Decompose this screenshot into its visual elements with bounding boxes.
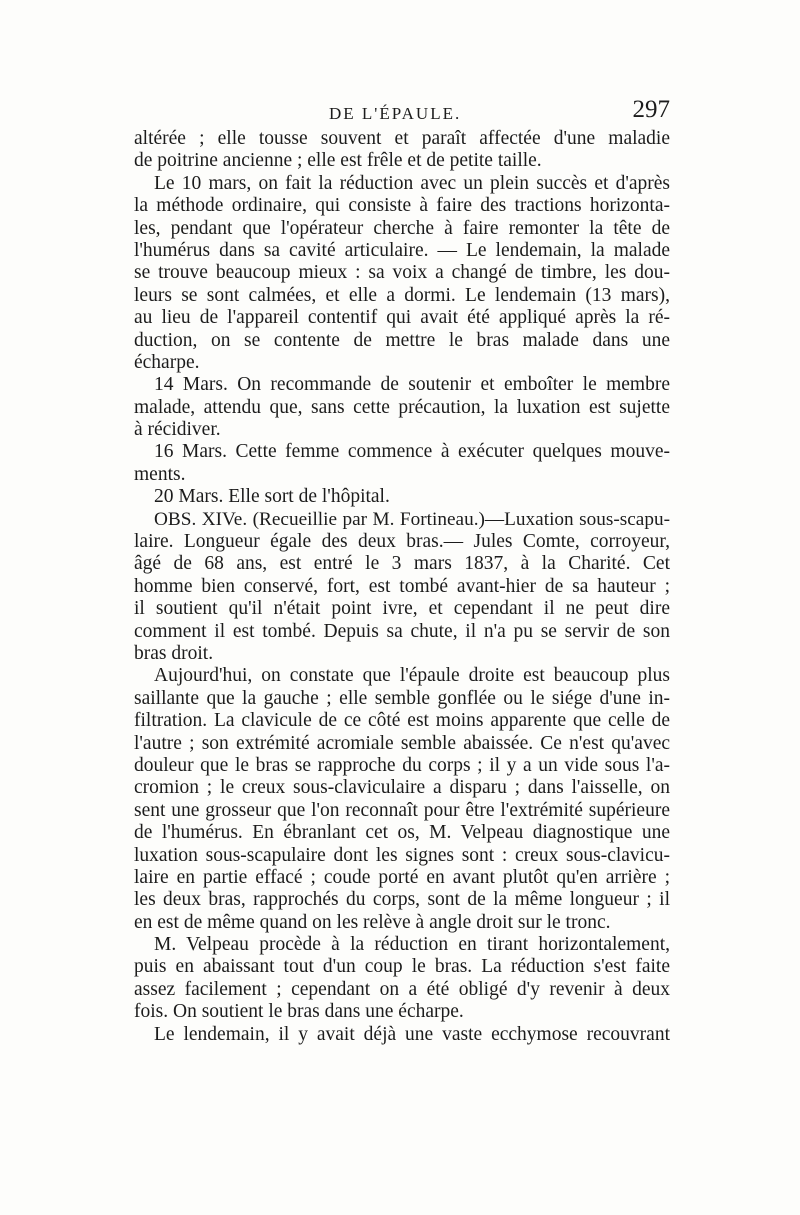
- text-line: luxation sous-scapulaire dont les signes sont : creux sous-clavicu-: [134, 844, 670, 866]
- text-line: âgé de 68 ans, est entré le 3 mars 1837, à la Charité. Cet: [134, 553, 670, 575]
- text-line: les, pendant que l'opérateur cherche à faire remonter la tête de: [134, 217, 670, 239]
- page-number: 297: [632, 96, 670, 123]
- text-line: malade, attendu que, sans cette précaution, la luxation est sujette: [134, 396, 670, 418]
- text-line: il soutient qu'il n'était point ivre, et cependant il ne peut dire: [134, 598, 670, 620]
- text-line: fois. On soutient le bras dans une écharpe.: [134, 1001, 464, 1023]
- text-line: l'humérus dans sa cavité articulaire. — Le lendemain, la malade: [134, 239, 670, 261]
- text-line: OBS. XIVe. (Recueillie par M. Fortineau.)—Luxation sous-scapu-: [154, 508, 670, 530]
- text-line: filtration. La clavicule de ce côté est moins apparente que celle de: [134, 710, 670, 732]
- text-line: au lieu de l'appareil contentif qui avait été appliqué après la ré-: [134, 307, 670, 329]
- text-line: l'autre ; son extrémité acromiale semble abaissée. Ce n'est qu'avec: [134, 732, 670, 754]
- text-line: Aujourd'hui, on constate que l'épaule droite est beaucoup plus: [154, 665, 670, 687]
- text-line: écharpe.: [134, 351, 200, 373]
- text-line: ments.: [134, 463, 186, 485]
- text-line: laire. Longueur égale des deux bras.— Jules Comte, corroyeur,: [134, 531, 670, 553]
- text-line: laire en partie effacé ; coude porté en avant plutôt qu'en arrière ;: [134, 866, 670, 888]
- text-line: Le lendemain, il y avait déjà une vaste ecchymose recouvrant: [154, 1023, 670, 1045]
- running-head: DE L'ÉPAULE.: [329, 104, 462, 123]
- text-line: bras droit.: [134, 642, 214, 664]
- text-line: la méthode ordinaire, qui consiste à faire des tractions horizonta-: [134, 195, 670, 217]
- text-line: douleur que le bras se rapproche du corps ; il y a un vide sous l'a-: [134, 754, 670, 776]
- page-header: [134, 96, 670, 130]
- text-line: à récidiver.: [134, 419, 221, 441]
- text-line: comment il est tombé. Depuis sa chute, il n'a pu se servir de son: [134, 620, 670, 642]
- text-line: homme bien conservé, fort, est tombé avant-hier de sa hauteur ;: [134, 575, 670, 597]
- text-line: M. Velpeau procède à la réduction en tirant horizontalement,: [154, 934, 670, 956]
- text-line: saillante que la gauche ; elle semble gonflée ou le siége d'une in-: [134, 687, 670, 709]
- text-line: de poitrine ancienne ; elle est frêle et de petite taille.: [134, 150, 542, 172]
- body-text: [134, 128, 670, 1046]
- text-line: cromion ; le creux sous-claviculaire a disparu ; dans l'aisselle, on: [134, 777, 670, 799]
- text-line: puis en abaissant tout d'un coup le bras. La réduction s'est faite: [134, 956, 670, 978]
- text-line: Le 10 mars, on fait la réduction avec un plein succès et d'après: [154, 172, 670, 194]
- text-line: de l'humérus. En ébranlant cet os, M. Velpeau diagnostique une: [134, 822, 670, 844]
- text-line: altérée ; elle tousse souvent et paraît affectée d'une maladie: [134, 128, 670, 149]
- text-line: leurs se sont calmées, et elle a dormi. Le lendemain (13 mars),: [134, 284, 670, 306]
- text-line: se trouve beaucoup mieux : sa voix a changé de timbre, les dou-: [134, 262, 670, 284]
- text-line: assez facilement ; cependant on a été obligé d'y revenir à deux: [134, 978, 670, 1000]
- text-line: duction, on se contente de mettre le bras malade dans une: [134, 329, 670, 351]
- text-line: sent une grosseur que l'on reconnaît pour être l'extrémité supérieure: [134, 799, 670, 821]
- text-line: en est de même quand on les relève à angle droit sur le tronc.: [134, 911, 611, 933]
- text-line: 14 Mars. On recommande de soutenir et emboîter le membre: [154, 374, 670, 396]
- text-line: les deux bras, rapprochés du corps, sont de la même longueur ; il: [134, 889, 670, 911]
- text-line: 16 Mars. Cette femme commence à exécuter quelques mouve-: [154, 441, 670, 463]
- text-line: 20 Mars. Elle sort de l'hôpital.: [154, 486, 390, 508]
